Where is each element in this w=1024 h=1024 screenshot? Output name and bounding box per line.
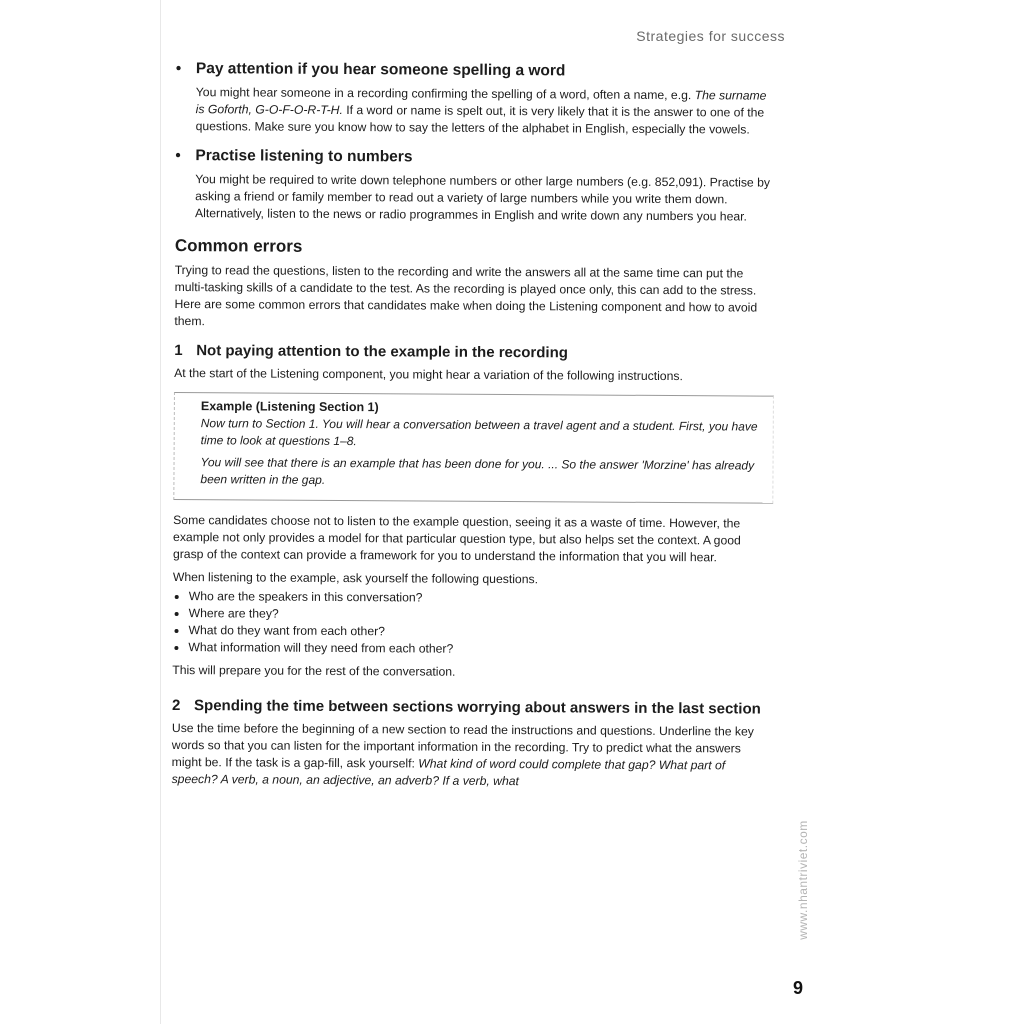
bullet-heading-spelling: [176, 60, 776, 82]
error-heading-text: Spending the time between sections worrying about answers in the last section: [194, 697, 761, 718]
spelling-text-1: You might hear someone in a recording confirming the spelling of a word, often a name, e.g.: [195, 85, 695, 103]
running-head: Strategies for success: [636, 28, 785, 44]
list-item: • What information will they need from each other?: [188, 639, 772, 660]
page-edge: [160, 0, 161, 1024]
example-title: Example (Listening Section 1): [200, 399, 379, 415]
error-2-heading: [172, 697, 772, 718]
error-number: 2: [172, 696, 181, 715]
error-heading-text: Not paying attention to the example in the recording: [196, 342, 568, 362]
bullet-heading-numbers: [175, 147, 775, 169]
error-1-intro: At the start of the Listening component, you might hear a variation of the following instructions.: [174, 365, 683, 384]
spelling-example: The surname is Goforth, G-O-F-O-R-T-H.: [195, 88, 767, 118]
list-item: • Where are they?: [189, 605, 773, 626]
page-content: [172, 60, 776, 798]
spelling-text-2: If a word or name is spelt out, it is very likely that it is the answer to one of the questions. Make sure you know how to say the letters of the alphabet in English, especially the vowels.: [195, 103, 765, 137]
example-line-1: Now turn to Section 1. You will hear a conversation between a travel agent and a student. First, you have time to look at questions 1–8.: [200, 416, 758, 449]
example-line-2: You will see that there is an example that has been done for you. ... So the answer 'Morzine' has already been written in the gap.: [200, 455, 755, 487]
list-item: • What do they want from each other?: [188, 622, 772, 643]
error-1-paragraph-2: When listening to the example, ask yourself the following questions.: [172, 569, 539, 587]
error-1-paragraph-1: Some candidates choose not to listen to the example question, seeing it as a waste of time. However, the example not only provides a model for that particular question type, but also helps set the context. A good grasp of the context can provide a framework for you to understand the information that you will hear.: [172, 512, 741, 565]
example-box: [173, 392, 774, 504]
watermark-text: www.nhantriviet.com: [796, 820, 811, 940]
error-2-italic-text: What kind of word could complete that gap? What part of speech? A verb, a noun, an adjective, an adverb? If a verb, what: [171, 756, 726, 789]
list-item: • Who are the speakers in this conversation?: [189, 588, 773, 609]
watermark: [793, 800, 813, 960]
error-2-paragraph: [172, 720, 772, 792]
error-number: 1: [174, 341, 183, 360]
common-errors-paragraph: Trying to read the questions, listen to the recording and write the answers all at the same time can put the multi-tasking skills of a candidate to the test. As the recording is played once only, this can add to the stress. Here are some common errors that candidates make when doing the Listening component and how to avoid them.: [174, 262, 758, 329]
section-title-common-errors: Common errors: [174, 235, 303, 256]
page-number: 9: [793, 978, 804, 998]
numbers-paragraph: You might be required to write down telephone numbers or other large numbers (e.g. 852,091). Practise by asking a friend or family member to read out a variety of large numbers while you write them down. Alternatively, listen to the news or radio programmes in English and write down any numbers you hear.: [195, 172, 771, 224]
spelling-paragraph: [176, 84, 776, 139]
question-list: [172, 588, 772, 660]
error-1-heading: [174, 342, 774, 363]
bullet-icon: •: [175, 146, 181, 165]
error-1-paragraph-3: This will prepare you for the rest of the conversation.: [172, 662, 456, 679]
bullet-heading-text: Pay attention if you hear someone spelling a word: [195, 60, 566, 80]
error-2-text: Use the time before the beginning of a new section to read the instructions and questions. Underline the key words so that you can listen for the important information in the recording. Try to predict what the answers might be. If the task is a gap-fill, ask yourself:: [171, 720, 754, 771]
bullet-heading-text: Practise listening to numbers: [195, 147, 413, 166]
bullet-icon: •: [175, 60, 182, 78]
